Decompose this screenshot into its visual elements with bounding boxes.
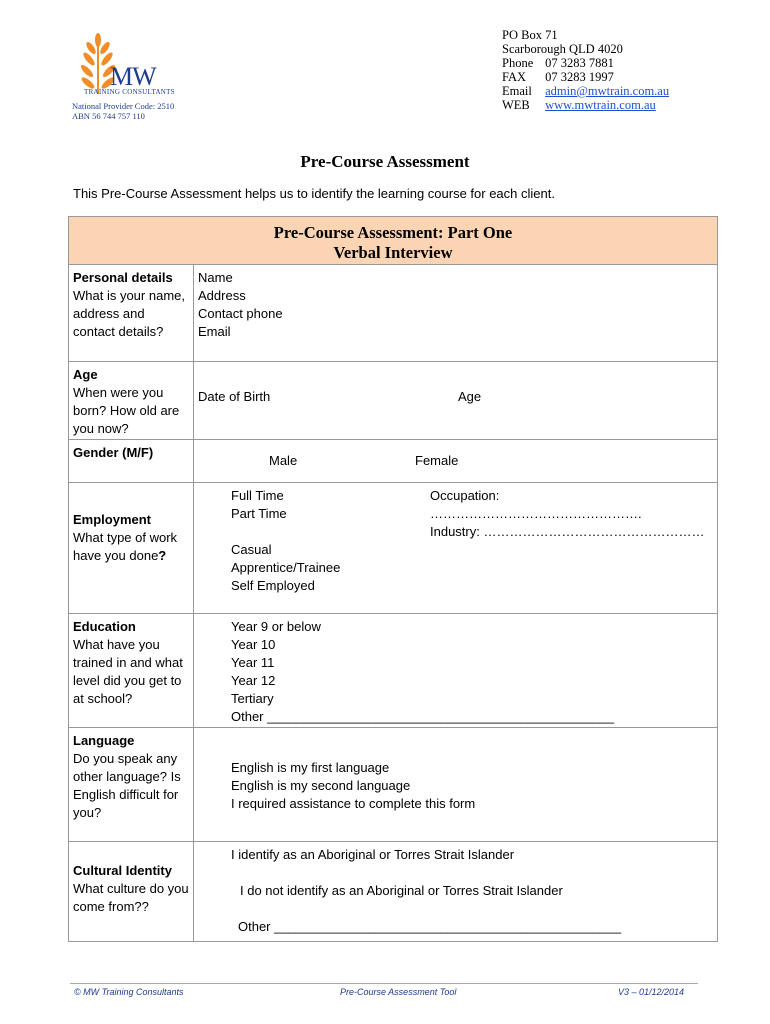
assessment-table [68, 216, 718, 942]
option-year-10[interactable]: Year 10 [231, 637, 276, 652]
option-tertiary[interactable]: Tertiary [231, 691, 274, 706]
po-box: PO Box 71 [502, 28, 558, 42]
phone-value: 07 3283 7881 [545, 56, 614, 70]
female-option[interactable] [412, 452, 458, 470]
gender-title: Gender (M/F) [73, 445, 154, 460]
email-link[interactable]: admin@mwtrain.com.au [545, 84, 670, 98]
footer-version: V3 – 01/12/2014 [618, 987, 685, 997]
employment-options [194, 483, 718, 614]
cultural-label-cell [69, 842, 194, 942]
employment-title: Employment [73, 512, 152, 527]
abn: ABN 56 744 757 110 [72, 111, 145, 121]
language-question: Do you speak any other language? Is English difficult for you? [73, 751, 181, 820]
age-title: Age [73, 367, 98, 382]
gender-label-cell [69, 440, 194, 483]
age-question: When were you born? How old are you now? [73, 385, 180, 436]
education-options [194, 614, 718, 728]
personal-question: What is your name, address and contact details? [73, 288, 185, 339]
male-label: Male [269, 453, 298, 468]
language-row [69, 728, 718, 842]
industry-field[interactable]: Industry: …………………………………………… [430, 524, 705, 539]
heading-line-2: Verbal Interview [333, 243, 453, 262]
option-other-culture[interactable]: Other ________________________________________________ [238, 919, 622, 934]
phone-label: Phone [502, 56, 534, 70]
option-second-language[interactable]: English is my second language [231, 778, 411, 793]
option-first-language[interactable]: English is my first language [231, 760, 390, 775]
cultural-options [194, 842, 718, 942]
personal-title: Personal details [73, 270, 173, 285]
employment-question: What type of work have you done? [73, 530, 178, 563]
option-year-9[interactable]: Year 9 or below [231, 619, 321, 634]
provider-info [72, 101, 174, 121]
option-other-education[interactable]: Other ________________________________________________ [231, 709, 615, 724]
fax-value: 07 3283 1997 [545, 70, 614, 84]
female-label: Female [415, 453, 459, 468]
field-address[interactable]: Address [198, 288, 246, 303]
language-label-cell [69, 728, 194, 842]
logo-subtitle: TRAINING CONSULTANTS [84, 88, 175, 96]
personal-label-cell [69, 265, 194, 362]
fax-row [502, 70, 669, 84]
email-row [502, 84, 669, 98]
cultural-row [69, 842, 718, 942]
cultural-title: Cultural Identity [73, 863, 172, 878]
option-aboriginal[interactable]: I identify as an Aboriginal or Torres Strait Islander [231, 847, 515, 862]
provider-code: National Provider Code: 2510 [72, 101, 175, 111]
email-label: Email [502, 84, 532, 98]
fax-label: FAX [502, 70, 527, 84]
education-title: Education [73, 619, 136, 634]
occupation-field[interactable]: Occupation: …………………………………………. [430, 488, 642, 521]
intro-text: This Pre-Course Assessment helps us to identify the learning course for each client. [73, 186, 555, 201]
footer-copyright: © MW Training Consultants [74, 987, 184, 997]
logo-wordmark: MW [110, 62, 156, 91]
language-options [194, 728, 718, 842]
personal-fields [194, 265, 718, 362]
age-label-cell [69, 362, 194, 440]
table-heading [69, 217, 718, 265]
option-full-time[interactable]: Full Time [231, 488, 284, 503]
education-label-cell [69, 614, 194, 728]
city: Scarborough QLD 4020 [502, 42, 623, 56]
web-row [502, 98, 669, 112]
option-part-time[interactable]: Part Time [231, 506, 287, 521]
gender-options [194, 440, 718, 483]
field-contact-phone[interactable]: Contact phone [198, 306, 283, 321]
option-assistance[interactable]: I required assistance to complete this form [231, 796, 476, 811]
field-email[interactable]: Email [198, 324, 231, 339]
contact-block [502, 28, 669, 112]
option-year-12[interactable]: Year 12 [231, 673, 276, 688]
age-fields [194, 362, 718, 440]
web-link[interactable]: www.mwtrain.com.au [545, 98, 656, 112]
language-title: Language [73, 733, 135, 748]
education-row [69, 614, 718, 728]
footer-divider [70, 983, 698, 984]
option-not-aboriginal[interactable]: I do not identify as an Aboriginal or Torres Strait Islander [240, 883, 563, 898]
male-option[interactable] [266, 453, 297, 468]
cultural-question: What culture do you come from?? [73, 881, 189, 914]
footer-tool-name: Pre-Course Assessment Tool [340, 987, 457, 997]
option-year-11[interactable]: Year 11 [231, 655, 275, 670]
gender-row [69, 440, 718, 483]
table-header-row [69, 217, 718, 265]
phone-row [502, 56, 669, 70]
option-casual[interactable]: Casual [231, 542, 272, 557]
web-label: WEB [502, 98, 530, 112]
field-date-of-birth[interactable]: Date of Birth [198, 389, 271, 404]
field-age[interactable]: Age [458, 389, 482, 404]
personal-row [69, 265, 718, 362]
heading-line-1: Pre-Course Assessment: Part One [273, 223, 513, 242]
option-apprentice[interactable]: Apprentice/Trainee [231, 560, 341, 575]
education-question: What have you trained in and what level did you get to at school? [73, 637, 183, 706]
option-self-employed[interactable]: Self Employed [231, 578, 315, 593]
employment-label-cell [69, 483, 194, 614]
page-title: Pre-Course Assessment [300, 152, 470, 171]
employment-row [69, 483, 718, 614]
field-name[interactable]: Name [198, 270, 233, 285]
age-row [69, 362, 718, 440]
